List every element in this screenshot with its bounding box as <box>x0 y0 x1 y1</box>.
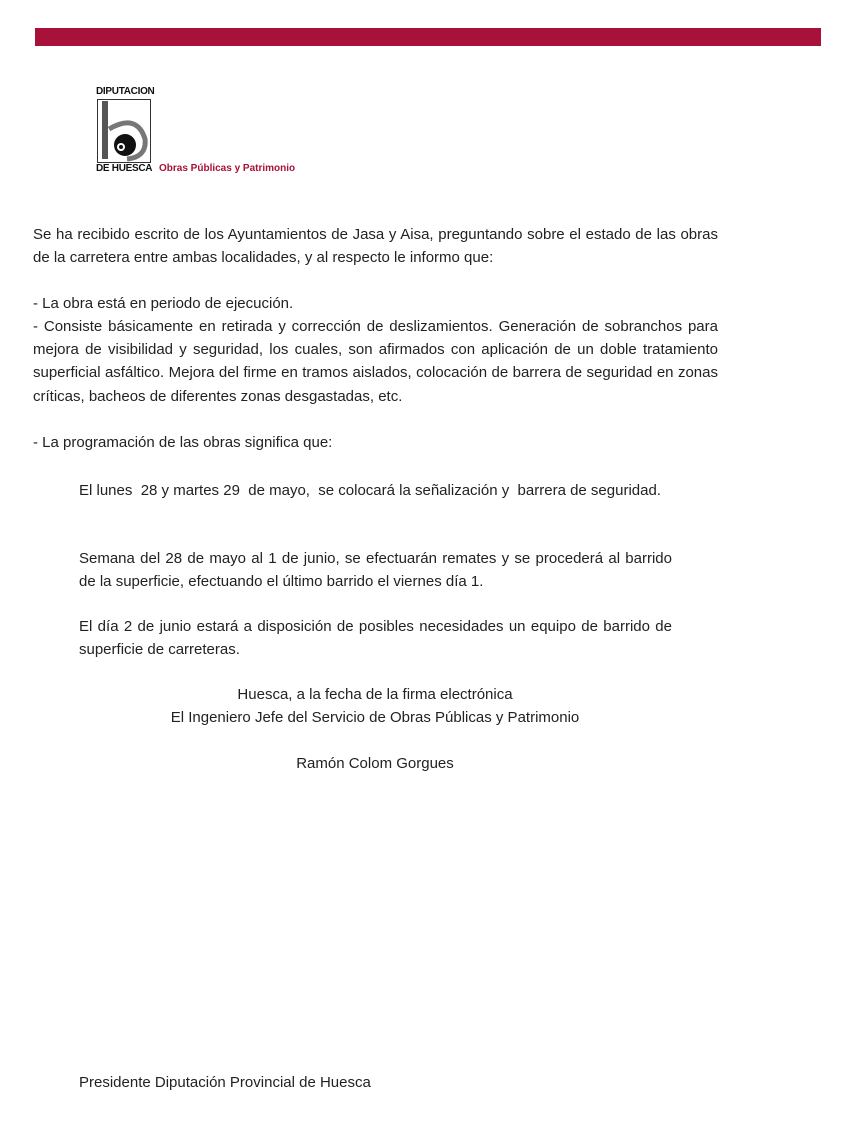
recipient: Presidente Diputación Provincial de Huesca <box>79 1074 371 1091</box>
item-schedule-intro: - La programación de las obras significa que: <box>33 434 333 451</box>
header-accent-bar <box>35 28 821 46</box>
signature-name: Ramón Colom Gorgues <box>296 755 454 772</box>
schedule-item: Semana del 28 de mayo al 1 de junio, se efectuarán remates y se procederá al barrido de la superficie, efectuando el último barrido el viernes día 1. <box>79 550 677 591</box>
signature-place-date: Huesca, a la fecha de la firma electrónica <box>237 686 513 703</box>
logo-b-emblem-icon <box>97 99 151 163</box>
intro-paragraph: Se ha recibido escrito de los Ayuntamientos de Jasa y Aisa, preguntando sobre el estado de las obras de la carretera entre ambas localidades, y al respecto le informo que: <box>33 226 723 267</box>
diputacion-huesca-logo <box>96 86 316 178</box>
schedule-item: El día 2 de junio estará a disposición de posibles necesidades un equipo de barrido de superficie de carreteras. <box>79 618 677 659</box>
item-status: - La obra está en periodo de ejecución. <box>33 295 294 312</box>
signature-role: El Ingeniero Jefe del Servicio de Obras Públicas y Patrimonio <box>170 709 580 726</box>
department-name: Obras Públicas y Patrimonio <box>159 163 296 174</box>
logo-text-top: DIPUTACION <box>96 86 155 97</box>
logo-text-bottom: DE HUESCA <box>96 163 153 174</box>
schedule-item: El lunes 28 y martes 29 de mayo, se colocará la señalización y barrera de seguridad. <box>79 482 661 499</box>
item-scope: - Consiste básicamente en retirada y corrección de deslizamientos. Generación de sobranchos para mejora de visibilidad y seguridad, los cuales, son afirmados con aplicación de un doble tratamiento superficial asfáltico. Mejora del firme en tramos aislados, colocación de barrera de seguridad en zonas críticas, bacheos de diferentes zonas desgastadas, etc. <box>33 318 723 405</box>
